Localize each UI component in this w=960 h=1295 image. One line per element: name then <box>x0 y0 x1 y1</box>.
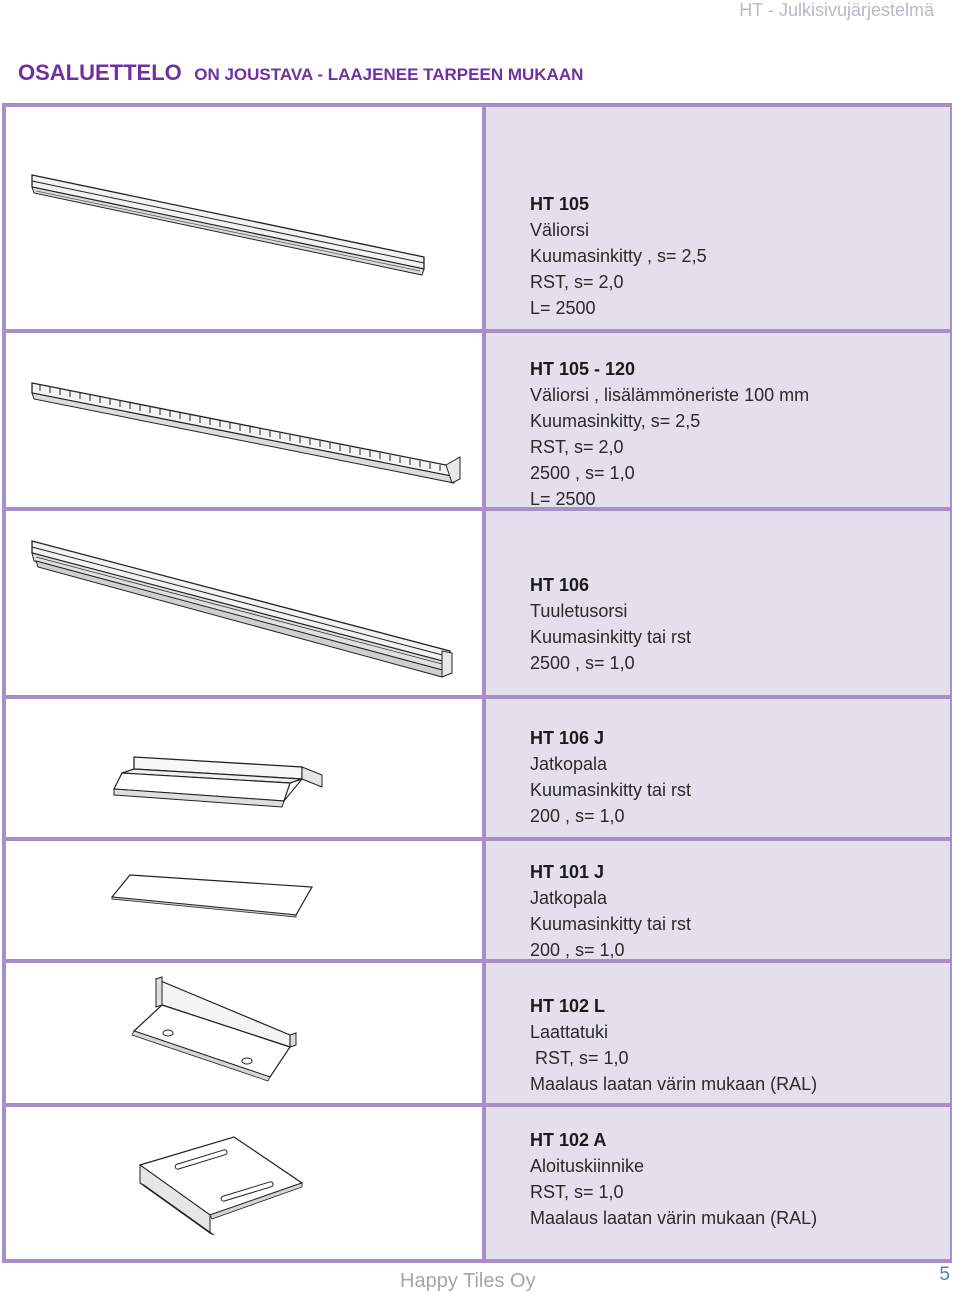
part-line: Väliorsi <box>530 220 590 240</box>
part-image-cell <box>6 841 482 959</box>
part-code: HT 102 L <box>530 996 606 1016</box>
slotted-bracket-icon <box>6 1107 482 1259</box>
document-header-title: HT - Julkisivujärjestelmä <box>739 0 934 20</box>
part-text-cell <box>486 511 950 695</box>
part-description <box>530 356 809 512</box>
table-row <box>2 841 952 959</box>
part-line: L= 2500 <box>530 298 596 318</box>
table-row <box>2 699 952 837</box>
part-description <box>530 993 817 1097</box>
table-row <box>2 511 952 695</box>
part-description <box>530 572 691 676</box>
part-text-cell <box>486 333 950 507</box>
notched-rail-icon <box>6 333 482 507</box>
part-image-cell <box>6 511 482 695</box>
part-line: 200 , s= 1,0 <box>530 940 625 960</box>
part-line: Maalaus laatan värin mukaan (RAL) <box>530 1074 818 1094</box>
part-line: Kuumasinkitty tai rst <box>530 627 692 647</box>
part-line: Kuumasinkitty tai rst <box>530 914 692 934</box>
part-line: RST, s= 2,0 <box>530 272 624 292</box>
part-line: Tuuletusorsi <box>530 601 628 621</box>
part-line: Maalaus laatan värin mukaan (RAL) <box>530 1208 818 1228</box>
part-code: HT 106 J <box>530 728 605 748</box>
part-line: Väliorsi , lisälämmöneriste 100 mm <box>530 385 810 405</box>
part-line: 2500 , s= 1,0 <box>530 463 635 483</box>
part-text-cell <box>486 841 950 959</box>
part-line: RST, s= 2,0 <box>530 437 624 457</box>
part-line: 2500 , s= 1,0 <box>530 653 635 673</box>
table-row <box>2 1107 952 1259</box>
ventilation-rail-icon <box>6 511 482 695</box>
title-subtitle: ON JOUSTAVA - LAAJENEE TARPEEN MUKAAN <box>194 65 584 84</box>
part-line: Kuumasinkitty , s= 2,5 <box>530 246 707 266</box>
table-row <box>2 107 952 329</box>
footer-company: Happy Tiles Oy <box>400 1270 536 1292</box>
angle-bracket-icon <box>6 963 482 1103</box>
part-line: RST, s= 1,0 <box>530 1182 624 1202</box>
part-image-cell <box>6 963 482 1103</box>
part-line: Jatkopala <box>530 754 608 774</box>
part-image-cell <box>6 699 482 837</box>
part-description <box>530 725 691 829</box>
part-image-cell <box>6 1107 482 1259</box>
part-description <box>530 191 707 321</box>
part-code: HT 105 - 120 <box>530 359 636 379</box>
part-line: Kuumasinkitty tai rst <box>530 780 692 800</box>
part-description <box>530 859 691 963</box>
part-description <box>530 1127 817 1231</box>
part-line: Jatkopala <box>530 888 608 908</box>
part-code: HT 101 J <box>530 862 605 882</box>
page-number: 5 <box>939 1264 950 1285</box>
part-text-cell <box>486 699 950 837</box>
profile-rail-icon <box>6 107 482 329</box>
part-image-cell <box>6 333 482 507</box>
part-line: 200 , s= 1,0 <box>530 806 625 826</box>
table-row <box>2 963 952 1103</box>
part-line: RST, s= 1,0 <box>530 1048 629 1068</box>
parts-table <box>2 103 952 1263</box>
part-image-cell <box>6 107 482 329</box>
page-title <box>18 60 583 86</box>
part-text-cell <box>486 107 950 329</box>
flat-plate-icon <box>6 841 482 959</box>
part-line: Kuumasinkitty, s= 2,5 <box>530 411 701 431</box>
part-text-cell <box>486 963 950 1103</box>
part-line: Aloituskiinnike <box>530 1156 645 1176</box>
part-line: L= 2500 <box>530 489 596 509</box>
title-main: OSALUETTELO <box>18 60 182 85</box>
part-code: HT 106 <box>530 575 590 595</box>
part-code: HT 105 <box>530 194 590 214</box>
joint-piece-icon <box>6 699 482 837</box>
part-text-cell <box>486 1107 950 1259</box>
table-row <box>2 333 952 507</box>
part-line: Laattatuki <box>530 1022 609 1042</box>
part-code: HT 102 A <box>530 1130 607 1150</box>
